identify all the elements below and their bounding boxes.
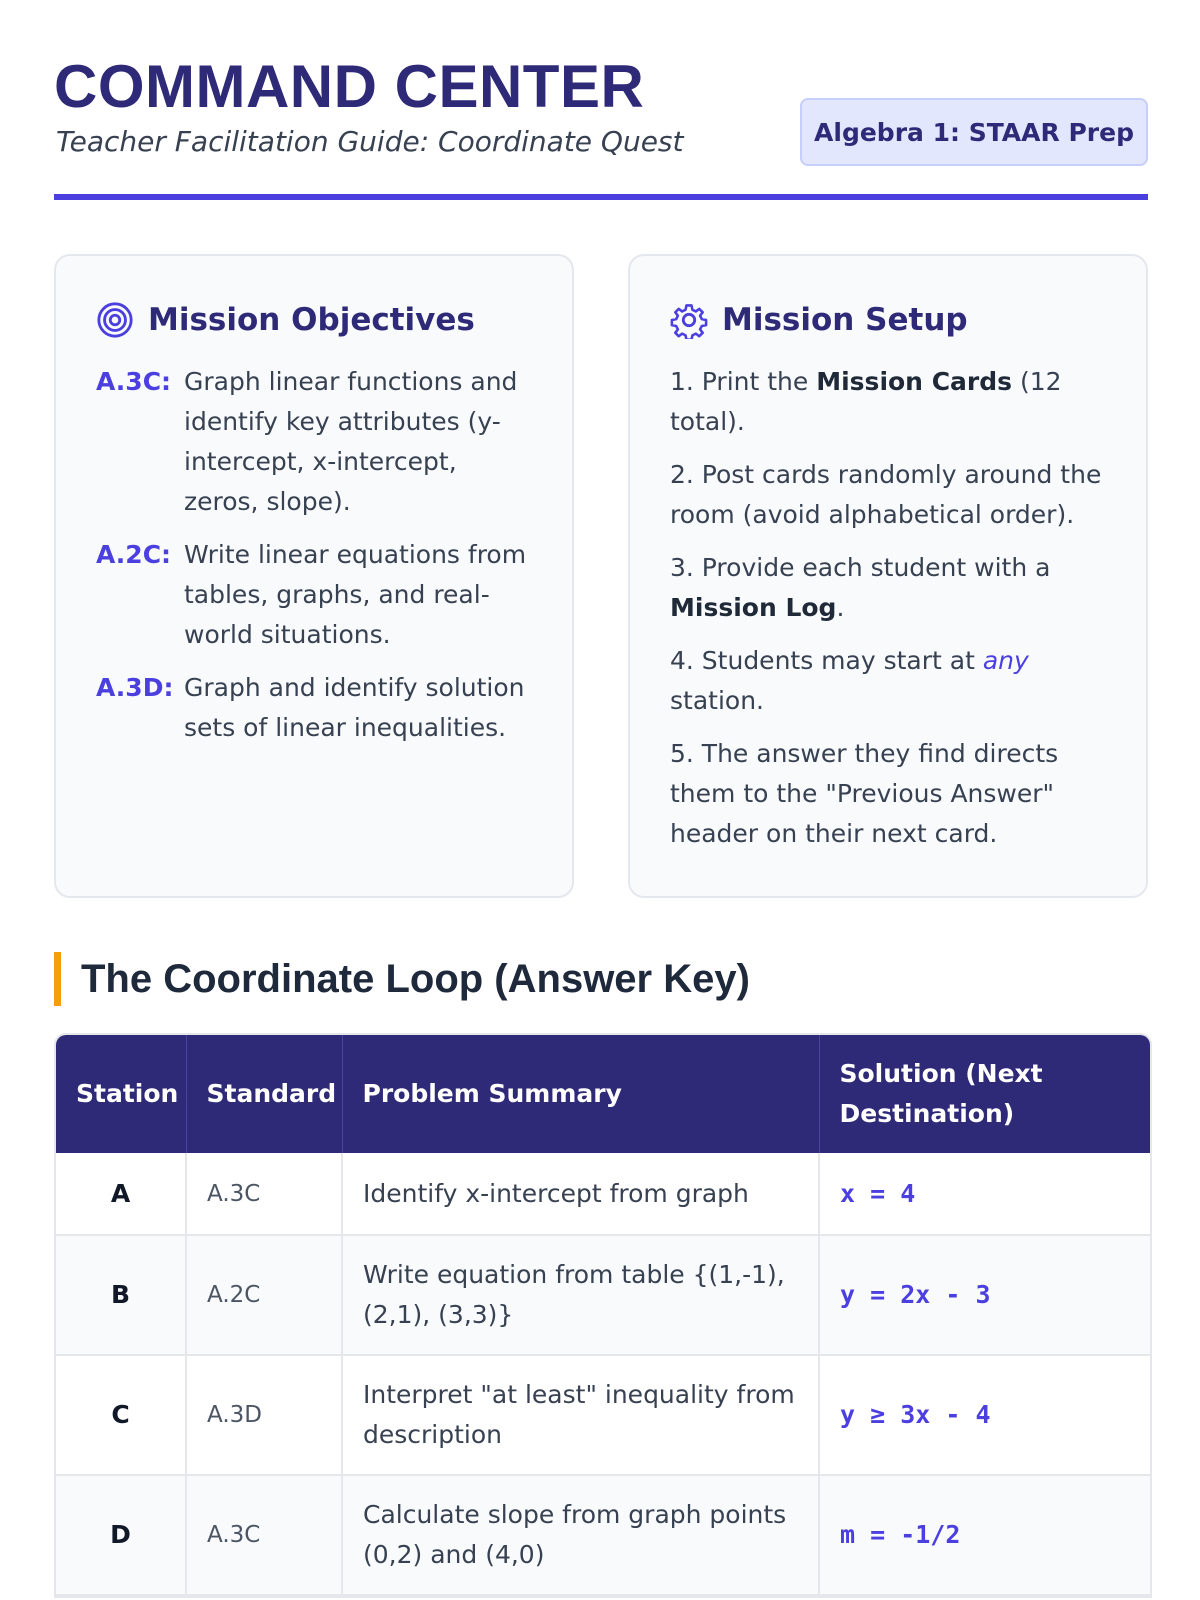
solution-cell: x = 4 xyxy=(819,1153,1150,1235)
station-cell: B xyxy=(56,1235,186,1355)
station-cell: A xyxy=(56,1153,186,1235)
objective-text: Write linear equations from tables, graphs, and real-world situations. xyxy=(184,540,527,649)
table-row xyxy=(56,1355,1150,1475)
objective-item xyxy=(96,535,532,655)
section-heading: The Coordinate Loop (Answer Key) xyxy=(54,952,750,1006)
mission-log-text: Mission Log xyxy=(670,593,837,622)
objective-code: A.3C: xyxy=(96,367,172,396)
emphasis-any: any xyxy=(982,646,1029,675)
standard-cell: A.2C xyxy=(186,1235,342,1355)
setup-title: Mission Setup xyxy=(722,302,968,338)
objective-item xyxy=(96,668,532,748)
setup-step: 4. Students may start at any station. xyxy=(670,646,1029,715)
solution-cell: y ≥ 3x - 4 xyxy=(819,1355,1150,1475)
objective-text: Graph and identify solution sets of linear inequalities. xyxy=(184,673,525,742)
objectives-title: Mission Objectives xyxy=(148,302,475,338)
answer-key-table xyxy=(54,1033,1152,1598)
summary-cell: Interpret "at least" inequality from description xyxy=(342,1355,819,1475)
setup-step: 3. Provide each student with a Mission Log. xyxy=(670,553,1051,622)
header-divider xyxy=(54,194,1148,200)
table-row xyxy=(56,1235,1150,1355)
summary-cell: Identify x-intercept from graph xyxy=(342,1153,819,1235)
standard-cell: A.3C xyxy=(186,1153,342,1235)
gear-icon xyxy=(670,301,708,339)
objective-code: A.2C: xyxy=(96,540,172,569)
mission-cards xyxy=(54,254,1148,898)
setup-card xyxy=(628,254,1148,898)
station-cell: C xyxy=(56,1355,186,1475)
table-row xyxy=(56,1153,1150,1235)
course-badge: Algebra 1: STAAR Prep xyxy=(800,98,1148,166)
solution-cell: y = 2x - 3 xyxy=(819,1235,1150,1355)
setup-step: 2. Post cards randomly around the room (avoid alphabetical order). xyxy=(670,460,1102,529)
col-header-standard: Standard xyxy=(186,1035,342,1153)
target-icon xyxy=(96,301,134,339)
summary-cell: Calculate slope from graph points (0,2) and (4,0) xyxy=(342,1475,819,1595)
objectives-header xyxy=(96,300,532,340)
summary-cell: Write equation from table {(1,-1), (2,1), (3,3)} xyxy=(342,1235,819,1355)
facilitation-guide xyxy=(54,0,1148,1569)
objective-text: Graph linear functions and identify key attributes (y-intercept, x-intercept, zeros, slope). xyxy=(184,367,518,516)
table-header-row xyxy=(56,1035,1150,1153)
mission-cards-text: Mission Cards xyxy=(816,367,1013,396)
objective-item xyxy=(96,362,532,522)
col-header-solution: Solution (Next Destination) xyxy=(819,1035,1150,1153)
standard-cell: A.3D xyxy=(186,1355,342,1475)
page-title: COMMAND CENTER xyxy=(54,53,645,120)
solution-cell: m = -1/2 xyxy=(819,1475,1150,1595)
col-header-summary: Problem Summary xyxy=(342,1035,819,1153)
setup-step: 5. The answer they find directs them to the "Previous Answer" header on their next card. xyxy=(670,739,1059,848)
objective-code: A.3D: xyxy=(96,673,174,702)
setup-header xyxy=(670,300,1106,340)
objectives-card xyxy=(54,254,574,898)
standard-cell: A.3C xyxy=(186,1475,342,1595)
page-subtitle: Teacher Facilitation Guide: Coordinate Quest xyxy=(56,125,684,158)
station-cell: D xyxy=(56,1475,186,1595)
page-header xyxy=(54,0,1148,200)
table-row xyxy=(56,1475,1150,1595)
setup-step: 1. Print the Mission Cards (12 total). xyxy=(670,367,1062,436)
col-header-station: Station xyxy=(56,1035,186,1153)
